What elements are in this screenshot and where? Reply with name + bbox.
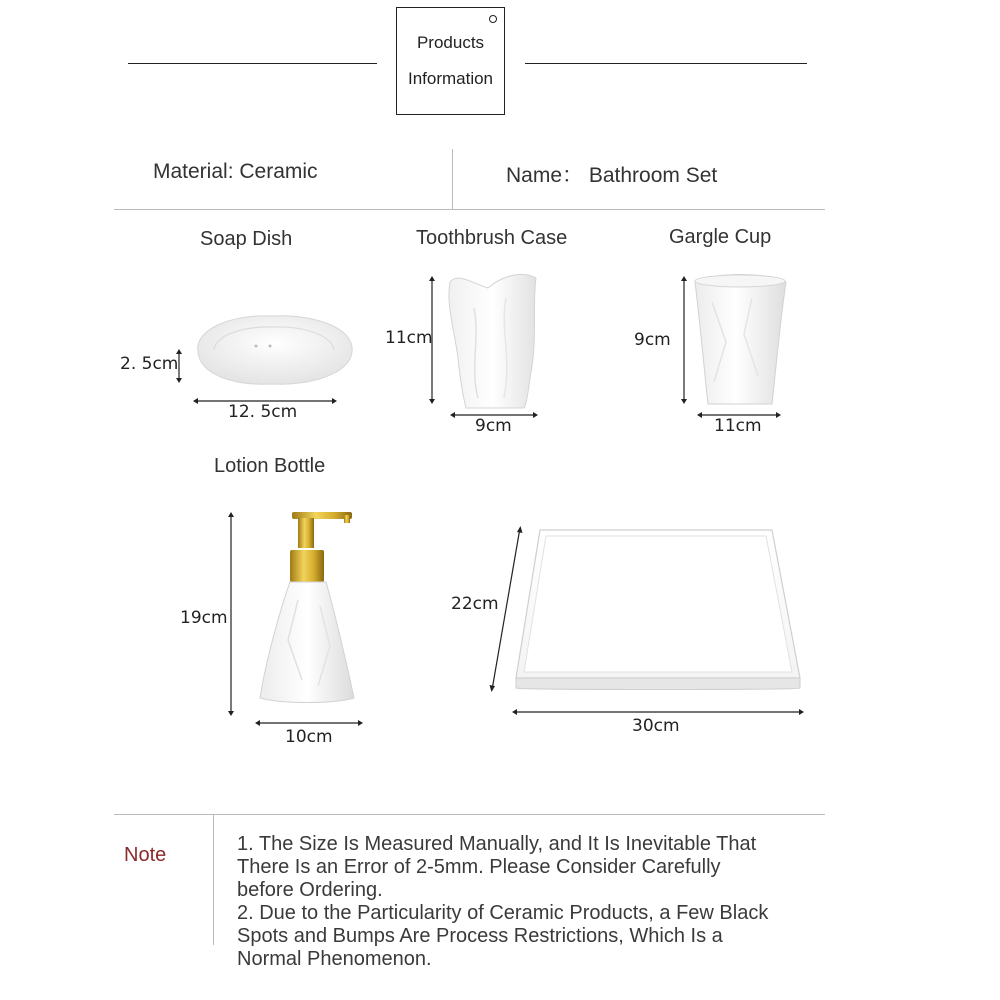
tray-depth: 22cm	[451, 594, 499, 614]
soap-dish-image	[190, 312, 360, 392]
header-title-line2: Information	[407, 69, 494, 88]
lotion-bottle-width: 10cm	[285, 727, 333, 747]
note-line-3: before Ordering.	[237, 879, 383, 901]
note-label: Note	[124, 844, 167, 866]
note-line-1: 1. The Size Is Measured Manually, and It Is Inevitable That	[237, 833, 757, 855]
lotion-bottle-title: Lotion Bottle	[214, 455, 326, 477]
note-divider	[213, 815, 214, 945]
note-line-4: 2. Due to the Particularity of Ceramic Products, a Few Black	[237, 902, 769, 924]
gargle-cup-image	[692, 272, 788, 408]
gargle-cup-title: Gargle Cup	[669, 226, 772, 248]
tray-width: 30cm	[632, 716, 680, 736]
gargle-cup-height-arrow	[679, 276, 689, 404]
soap-dish-width: 12. 5cm	[228, 402, 298, 422]
toothbrush-case-image	[444, 268, 540, 410]
toothbrush-case-height: 11cm	[385, 328, 433, 348]
note-top-rule	[114, 814, 825, 815]
note-line-5: Spots and Bumps Are Process Restrictions, Which Is a	[237, 925, 723, 947]
gargle-cup-height: 9cm	[634, 330, 671, 350]
lotion-bottle-height: 19cm	[180, 608, 228, 628]
info-divider	[452, 149, 453, 209]
lotion-bottle-image	[254, 510, 364, 710]
gargle-cup-width: 11cm	[714, 416, 762, 436]
toothbrush-case-width: 9cm	[475, 416, 512, 436]
circle-icon	[489, 15, 497, 23]
note-line-2: There Is an Error of 2-5mm. Please Consider Carefully	[237, 856, 721, 878]
info-bottom-rule	[114, 209, 825, 210]
note-text	[237, 833, 837, 971]
note-line-6: Normal Phenomenon.	[237, 948, 432, 970]
product-name-label: Name： Bathroom Set	[506, 164, 718, 187]
header-title-line1: Products	[416, 33, 485, 52]
toothbrush-case-title: Toothbrush Case	[416, 227, 568, 249]
header-right-rule	[525, 63, 807, 64]
soap-dish-title: Soap Dish	[200, 228, 293, 250]
tray-image	[510, 526, 806, 696]
header-title-box	[396, 7, 505, 115]
soap-dish-height: 2. 5cm	[120, 354, 179, 374]
header-left-rule	[128, 63, 377, 64]
material-label: Material: Ceramic	[153, 160, 318, 183]
